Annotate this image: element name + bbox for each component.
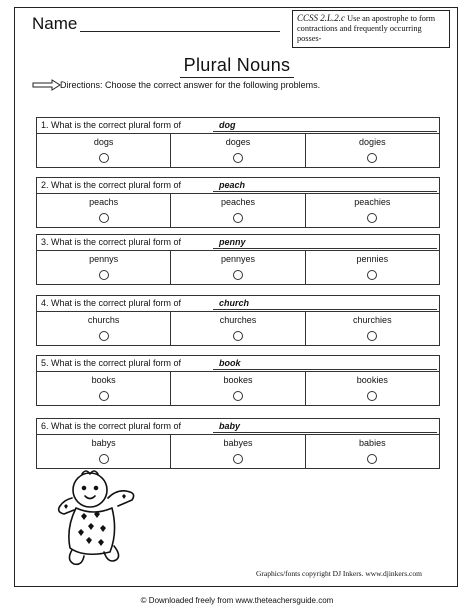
answer-radio[interactable] xyxy=(99,270,109,280)
answer-option[interactable] xyxy=(171,134,305,167)
answer-option[interactable] xyxy=(171,251,305,284)
credits-text: Graphics/fonts copyright DJ Inkers. www.djinkers.com xyxy=(256,569,422,578)
answer-radio[interactable] xyxy=(367,331,377,341)
question-prompt: 2. What is the correct plural form of xyxy=(41,180,182,190)
standard-text: Use an apostrophe to form contractions and frequently occurring posses- xyxy=(297,14,436,43)
answer-radio[interactable] xyxy=(367,270,377,280)
answer-radio[interactable] xyxy=(233,153,243,163)
answer-radio[interactable] xyxy=(233,331,243,341)
answer-option[interactable] xyxy=(306,372,439,405)
question-prompt: 4. What is the correct plural form of xyxy=(41,298,182,308)
question-row xyxy=(36,418,440,435)
question-word: penny xyxy=(219,237,246,247)
question-row xyxy=(36,177,440,194)
answer-radio[interactable] xyxy=(99,213,109,223)
answer-option-label: pennies xyxy=(356,254,389,264)
question-word: dog xyxy=(219,120,236,130)
answer-option-label: dogies xyxy=(359,137,386,147)
answer-option[interactable] xyxy=(306,251,439,284)
answer-option-label: books xyxy=(91,375,116,385)
question-row xyxy=(36,234,440,251)
answer-radio[interactable] xyxy=(233,391,243,401)
question-prompt: 3. What is the correct plural form of xyxy=(41,237,182,247)
answer-option[interactable] xyxy=(37,251,171,284)
directions-text: Directions: Choose the correct answer for the following problems. xyxy=(60,80,321,90)
answer-option-label: babies xyxy=(359,438,386,448)
standard-code: CCSS 2.L.2.c xyxy=(297,13,346,23)
question-word: baby xyxy=(219,421,241,431)
answer-option-label: doges xyxy=(225,137,251,147)
answer-option[interactable] xyxy=(306,435,439,468)
question-word: church xyxy=(219,298,250,308)
answer-radio[interactable] xyxy=(99,153,109,163)
answer-option[interactable] xyxy=(171,194,305,227)
name-input-line[interactable] xyxy=(80,31,280,32)
answer-option-label: babyes xyxy=(223,438,253,448)
question-row xyxy=(36,355,440,372)
question-word: book xyxy=(219,358,241,368)
question-word: peach xyxy=(219,180,246,190)
question-prompt: 5. What is the correct plural form of xyxy=(41,358,182,368)
answer-line xyxy=(213,248,437,249)
answer-row xyxy=(36,312,440,346)
answer-option[interactable] xyxy=(37,372,171,405)
answer-row xyxy=(36,194,440,228)
answer-option-label: pennys xyxy=(89,254,119,264)
answer-option-label: churchs xyxy=(87,315,120,325)
answer-radio[interactable] xyxy=(367,454,377,464)
answer-line xyxy=(213,432,437,433)
baby-illustration xyxy=(48,462,148,572)
arrow-right-icon xyxy=(32,79,62,91)
answer-option-label: dogs xyxy=(93,137,114,147)
question-prompt: 1. What is the correct plural form of xyxy=(41,120,182,130)
answer-option[interactable] xyxy=(306,194,439,227)
standard-box xyxy=(292,10,450,48)
answer-option-label: bookies xyxy=(356,375,388,385)
answer-option[interactable] xyxy=(37,194,171,227)
answer-option[interactable] xyxy=(171,435,305,468)
answer-option-label: babys xyxy=(91,438,116,448)
answer-line xyxy=(213,369,437,370)
answer-option-label: churches xyxy=(219,315,257,325)
answer-radio[interactable] xyxy=(233,454,243,464)
answer-line xyxy=(213,191,437,192)
answer-option[interactable] xyxy=(37,134,171,167)
answer-row xyxy=(36,372,440,406)
answer-option-label: pennyes xyxy=(220,254,255,264)
footer-text: © Downloaded freely from www.theteachersguide.com xyxy=(140,596,334,605)
answer-option[interactable] xyxy=(306,134,439,167)
answer-option-label: peaches xyxy=(220,197,255,207)
answer-radio[interactable] xyxy=(367,213,377,223)
answer-option[interactable] xyxy=(171,312,305,345)
name-label: Name xyxy=(32,14,78,33)
answer-option[interactable] xyxy=(306,312,439,345)
question-row xyxy=(36,117,440,134)
answer-row xyxy=(36,251,440,285)
answer-line xyxy=(213,131,437,132)
answer-radio[interactable] xyxy=(233,270,243,280)
answer-option[interactable] xyxy=(171,372,305,405)
answer-row xyxy=(36,134,440,168)
answer-radio[interactable] xyxy=(367,153,377,163)
answer-option-label: peachies xyxy=(354,197,391,207)
answer-radio[interactable] xyxy=(367,391,377,401)
answer-radio[interactable] xyxy=(99,391,109,401)
question-row xyxy=(36,295,440,312)
answer-option-label: churchies xyxy=(353,315,392,325)
question-prompt: 6. What is the correct plural form of xyxy=(41,421,182,431)
answer-option-label: bookes xyxy=(223,375,253,385)
answer-option-label: peachs xyxy=(89,197,119,207)
answer-option[interactable] xyxy=(37,312,171,345)
answer-radio[interactable] xyxy=(233,213,243,223)
answer-radio[interactable] xyxy=(99,331,109,341)
page-title: Plural Nouns xyxy=(183,55,291,75)
answer-line xyxy=(213,309,437,310)
title-underline xyxy=(180,77,294,78)
